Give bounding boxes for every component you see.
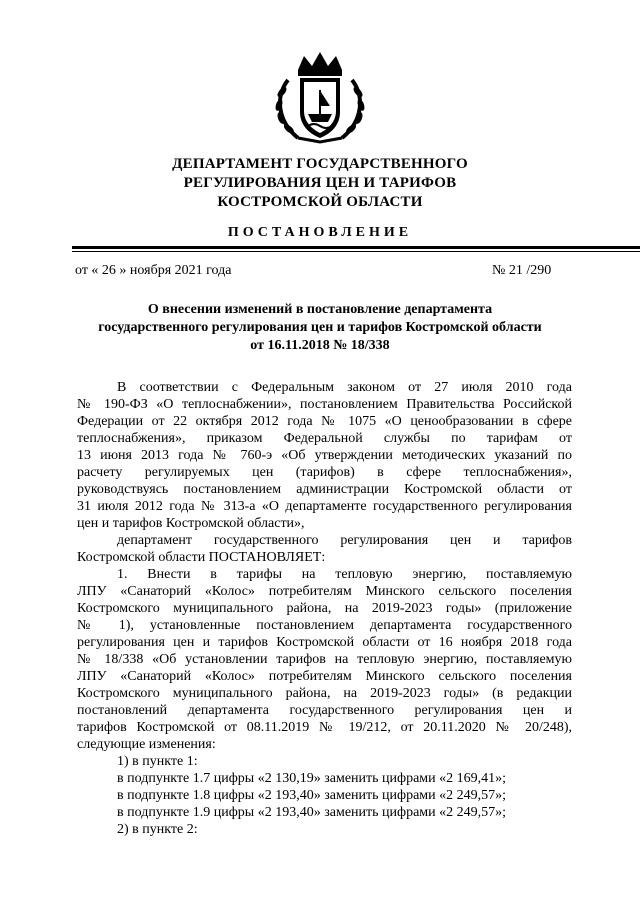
body-line: тарифов Костромской от 08.11.2019 № 19/212, от 20.11.2020 № 20/248), — [77, 720, 572, 735]
document-type-title: ПОСТАНОВЛЕНИЕ — [227, 225, 413, 240]
body-line: в подпункте 1.9 цифры «2 193,40» заменить цифрами «2 249,57»; — [117, 805, 507, 820]
subject-line-1: О внесении изменений в постановление департамента — [147, 302, 493, 317]
body-line: регулирования цен и тарифов Костромской области от 16 ноября 2018 года — [77, 635, 572, 650]
subject-line-2: государственного регулирования цен и тарифов Костромской области — [98, 320, 542, 335]
body-line: 2) в пункте 2: — [117, 822, 198, 837]
body-line: № 18/338 «Об установлении тарифов на тепловую энергию, поставляемую — [77, 652, 572, 667]
body-line: 1) в пункте 1: — [117, 754, 198, 769]
document-date: от « 26 » ноября 2021 года — [75, 263, 232, 278]
department-name-line-3: КОСТРОМСКОЙ ОБЛАСТИ — [217, 194, 423, 210]
header-divider-thin — [72, 251, 640, 252]
body-line: в подпункте 1.8 цифры «2 193,40» заменить цифрами «2 249,57»; — [117, 788, 507, 803]
body-line: 1. Внести в тарифы на тепловую энергию, поставляемую — [117, 567, 572, 582]
body-line: Костромского муниципального района, на 2019-2023 годы» (приложение — [77, 601, 572, 616]
body-line: цен и тарифов Костромской области», — [77, 516, 305, 531]
body-line: ЛПУ «Санаторий «Колос» потребителям Минского сельского поселения — [77, 669, 572, 684]
body-line: Федерации от 22 октября 2012 года № 1075 «О ценообразовании в сфере — [77, 414, 572, 429]
body-line: департамент государственного регулирования цен и тарифов — [117, 533, 572, 548]
body-line: ЛПУ «Санаторий «Колос» потребителям Минского сельского поселения — [77, 584, 572, 599]
body-line: в подпункте 1.7 цифры «2 130,19» заменить цифрами «2 169,41»; — [117, 771, 507, 786]
body-line: Костромской области ПОСТАНОВЛЯЕТ: — [77, 550, 326, 565]
body-line: теплоснабжения», приказом Федеральной службы по тарифам от — [77, 431, 572, 446]
header-divider — [72, 246, 640, 249]
body-line: руководствуясь постановлением администрации Костромской области от — [77, 482, 572, 497]
coat-of-arms-icon — [268, 50, 372, 146]
document-number: № 21 /290 — [492, 263, 552, 278]
body-line: В соответствии с Федеральным законом от 27 июля 2010 года — [117, 380, 572, 395]
body-line: 31 июля 2012 года № 313-а «О департаменте государственного регулирования — [77, 499, 572, 514]
body-line: следующие изменения: — [77, 737, 216, 752]
body-line: № 190-ФЗ «О теплоснабжении», постановлением Правительства Российской — [77, 397, 572, 412]
department-name-line-1: ДЕПАРТАМЕНТ ГОСУДАРСТВЕННОГО — [172, 156, 468, 172]
body-line: постановлений департамента государственного регулирования цен и — [77, 703, 572, 718]
body-line: Костромского муниципального района, на 2019-2023 годы» (в редакции — [77, 686, 572, 701]
department-name-line-2: РЕГУЛИРОВАНИЯ ЦЕН И ТАРИФОВ — [183, 175, 457, 191]
body-line: расчету регулируемых цен (тарифов) в сфере теплоснабжения», — [77, 465, 572, 480]
body-line: 13 июня 2013 года № 760-э «Об утверждении методических указаний по — [77, 448, 572, 463]
body-line: № 1), установленные постановлением департамента государственного — [77, 618, 572, 633]
subject-line-3: от 16.11.2018 № 18/338 — [250, 338, 390, 353]
